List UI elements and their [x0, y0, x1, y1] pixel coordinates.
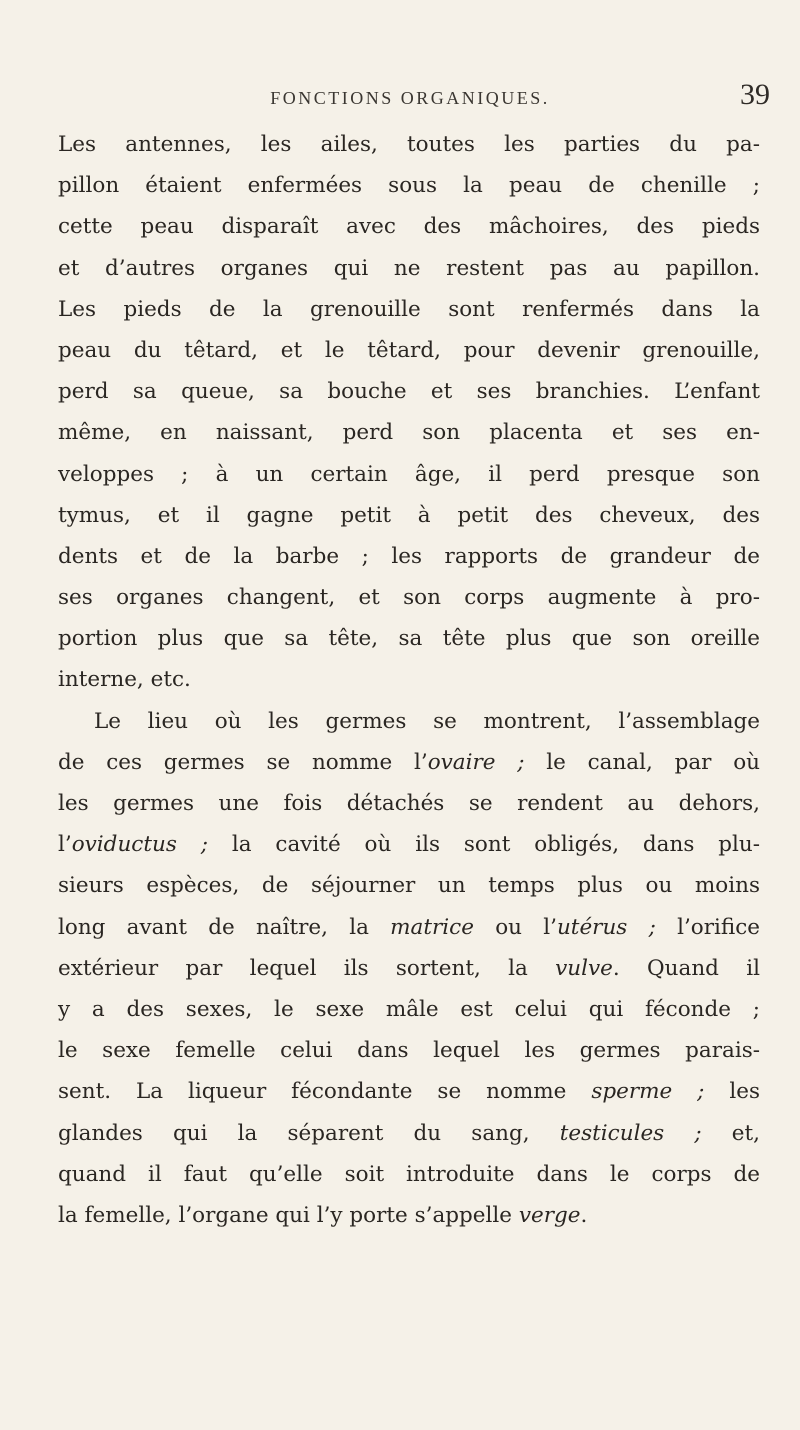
text-run: extérieur par lequel ils sortent, la	[58, 955, 556, 981]
text-line	[58, 165, 760, 206]
page-number: 39	[740, 78, 770, 111]
text-line	[58, 701, 760, 742]
italic-term: verge	[518, 1202, 581, 1228]
text-run: veloppes ; à un certain âge, il perd presque son	[58, 461, 760, 487]
text-line	[58, 659, 760, 700]
text-line	[58, 495, 760, 536]
text-line	[58, 618, 760, 659]
italic-term: testicules ;	[559, 1120, 702, 1146]
text-run: long avant de naître, la	[58, 914, 391, 940]
text-line	[58, 1154, 760, 1195]
text-line	[58, 454, 760, 495]
text-run: tymus, et il gagne petit à petit des cheveux, des	[58, 502, 760, 528]
text-run: dents et de la barbe ; les rapports de grandeur de	[58, 543, 760, 569]
text-run: Le lieu où les germes se montrent, l’assemblage	[94, 708, 760, 734]
italic-term: matrice	[390, 914, 474, 940]
italic-term: oviductus ;	[71, 832, 208, 858]
text-run: pillon étaient enfermées sous la peau de chenille ;	[58, 173, 760, 199]
text-line	[58, 783, 760, 824]
text-line	[58, 1030, 760, 1071]
text-run: Les antennes, les ailes, toutes les parties du pa-	[58, 132, 760, 157]
text-run: le sexe femelle celui dans lequel les germes parais-	[58, 1038, 760, 1064]
text-line	[58, 1113, 760, 1154]
text-run: quand il faut qu’elle soit introduite dans le corps de	[58, 1161, 760, 1187]
text-run: les germes une fois détachés se rendent au dehors,	[58, 791, 760, 816]
italic-term: ovaire ;	[427, 749, 525, 775]
text-line	[58, 206, 760, 247]
text-line	[58, 330, 760, 371]
page-header	[50, 78, 770, 118]
body-text	[58, 124, 760, 1236]
text-run: l’	[58, 832, 72, 858]
text-line	[58, 742, 760, 783]
italic-term: utérus ;	[556, 914, 656, 940]
text-run: peau du têtard, et le têtard, pour devenir grenouille,	[58, 337, 760, 363]
text-line	[58, 948, 760, 989]
text-run: y a des sexes, le sexe mâle est celui qui féconde ;	[58, 996, 760, 1022]
text-line	[58, 1195, 760, 1236]
text-line	[58, 412, 760, 453]
text-run: sieurs espèces, de séjourner un temps plus ou moins	[58, 873, 760, 899]
text-run: l’orifice	[655, 914, 760, 940]
text-run: Les pieds de la grenouille sont renfermés dans la	[58, 296, 760, 322]
text-line	[58, 824, 760, 865]
text-line	[58, 371, 760, 412]
text-line	[58, 577, 760, 618]
text-run: glandes qui la séparent du sang,	[58, 1120, 560, 1146]
text-run: la femelle, l’organe qui l’y porte s’appelle	[58, 1202, 519, 1228]
text-line	[58, 1071, 760, 1112]
text-run: ses organes changent, et son corps augmente à pro-	[58, 585, 760, 611]
text-run: interne, etc.	[58, 667, 191, 693]
text-line	[58, 289, 760, 330]
italic-term: vulve	[555, 955, 613, 981]
text-line	[58, 536, 760, 577]
text-run: et d’autres organes qui ne restent pas au papillon.	[58, 255, 760, 281]
text-run: perd sa queue, sa bouche et ses branchies. L’enfant	[58, 379, 760, 405]
text-line	[58, 865, 760, 906]
text-run: les	[704, 1079, 760, 1105]
text-run: de ces germes se nomme l’	[58, 749, 428, 775]
text-run: le canal, par où	[524, 749, 760, 775]
text-run: et,	[701, 1120, 760, 1146]
text-run: .	[580, 1202, 588, 1228]
text-line	[58, 989, 760, 1030]
text-run: même, en naissant, perd son placenta et ses en-	[58, 420, 760, 446]
text-run: portion plus que sa tête, sa tête plus que son oreille	[58, 626, 760, 652]
text-run: sent. La liqueur fécondante se nomme	[58, 1079, 592, 1105]
text-run: ou l’	[473, 914, 557, 940]
text-line	[58, 248, 760, 289]
text-line	[58, 907, 760, 948]
text-run: . Quand il	[612, 955, 761, 981]
text-run: la cavité où ils sont obligés, dans plu-	[207, 832, 760, 858]
running-head: FONCTIONS ORGANIQUES.	[270, 88, 550, 108]
text-run: cette peau disparaît avec des mâchoires, des pieds	[58, 214, 760, 240]
text-line	[58, 124, 760, 165]
italic-term: sperme ;	[591, 1079, 705, 1105]
